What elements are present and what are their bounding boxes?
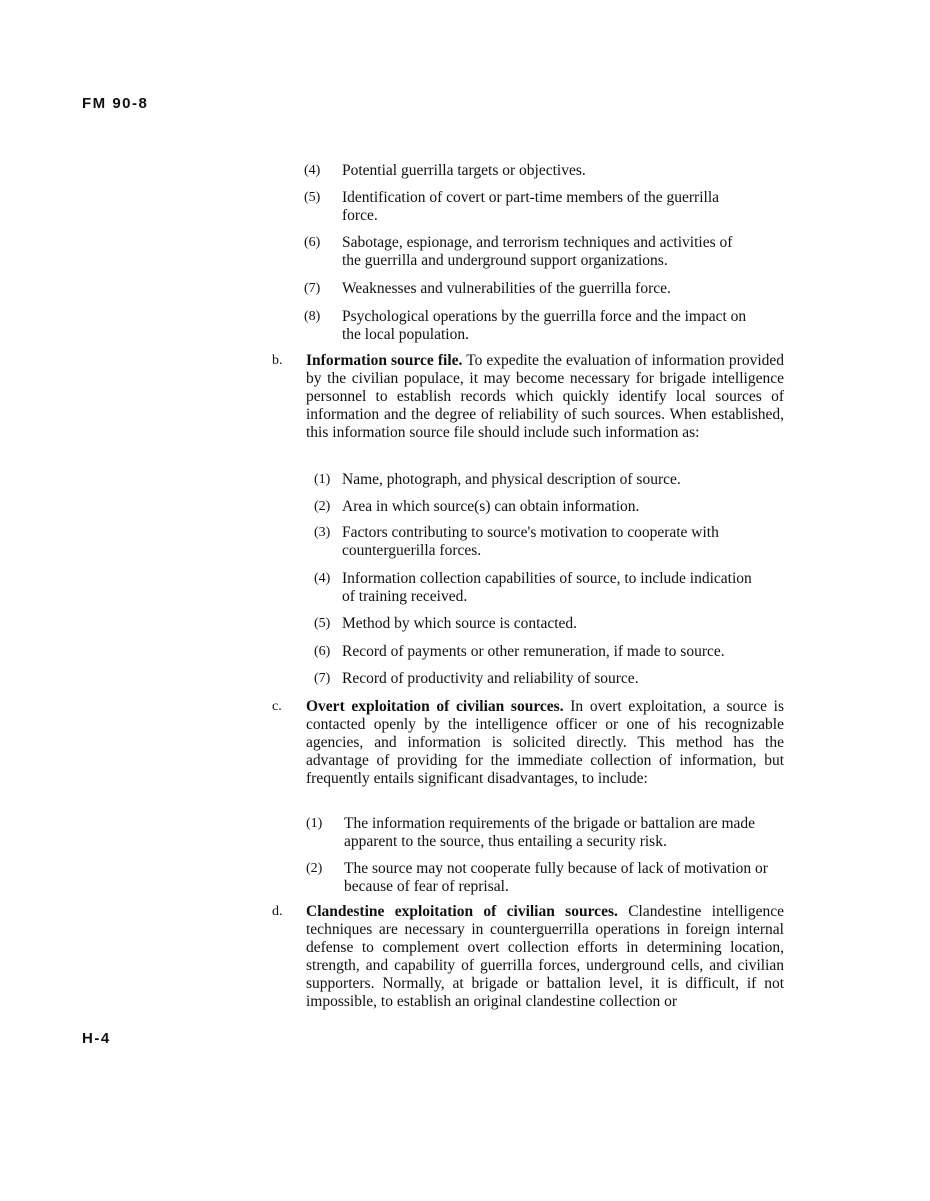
item-number: (4): [304, 163, 321, 178]
item-text: Factors contributing to source's motivation to cooperate with counterguerilla forces.: [342, 524, 719, 559]
list-item: [304, 162, 749, 180]
item-text: Psychological operations by the guerrilla force and the impact on the local population.: [342, 308, 747, 343]
item-text: Information collection capabilities of source, to include indication of training received.: [342, 570, 752, 605]
item-number: (5): [304, 190, 321, 205]
list-item: [304, 189, 749, 225]
paragraph-title: Clandestine exploitation of civilian sources.: [306, 903, 618, 920]
item-number: (2): [314, 499, 331, 514]
item-number: (1): [314, 472, 331, 487]
item-text: Sabotage, espionage, and terrorism techniques and activities of the guerrilla and underground support organizations.: [342, 234, 733, 269]
item-number: (5): [314, 616, 331, 631]
item-number: (6): [314, 644, 331, 659]
list-item: [306, 815, 784, 851]
item-number: (3): [314, 525, 331, 540]
list-item: [306, 860, 784, 896]
paragraph-letter: d.: [272, 904, 283, 919]
paragraph-d: [272, 903, 784, 1011]
item-text: Record of productivity and reliability of source.: [342, 670, 639, 687]
item-number: (7): [304, 281, 321, 296]
item-text: Weaknesses and vulnerabilities of the guerrilla force.: [342, 280, 671, 297]
list-item: [314, 524, 759, 560]
paragraph-body: To expedite the evaluation of information provided by the civilian populace, it may become necessary for brigade intelligence personnel to establish records which quickly identify local sources of information and the degree of reliability of such sources. When established, this information source file should include such information as:: [306, 352, 785, 441]
paragraph-title: Information source file.: [306, 352, 463, 369]
item-text: Record of payments or other remuneration, if made to source.: [342, 643, 725, 660]
paragraph-body: In overt exploitation, a source is contacted openly by the intelligence officer or one of his recognizable agencies, and information is solicited directly. This method has the advantage of providing for the immediate collection of information, but frequently entails significant disadvantages, to include:: [306, 698, 784, 787]
item-number: (4): [314, 571, 331, 586]
item-text: The information requirements of the brigade or battalion are made apparent to the source, thus entailing a security risk.: [344, 815, 756, 850]
item-number: (1): [306, 816, 323, 831]
page-number: H-4: [82, 1030, 111, 1047]
list-item: [314, 615, 759, 633]
item-number: (8): [304, 309, 321, 324]
document-id-header: FM 90-8: [82, 95, 149, 112]
list-item: [314, 643, 759, 661]
item-number: (2): [306, 861, 323, 876]
list-item: [304, 308, 749, 344]
list-item: [314, 498, 759, 516]
item-text: The source may not cooperate fully because of lack of motivation or because of fear of reprisal.: [344, 860, 768, 895]
item-number: (6): [304, 235, 321, 250]
paragraph-b: [272, 352, 784, 442]
paragraph-letter: c.: [272, 699, 282, 714]
item-text: Potential guerrilla targets or objectives.: [342, 162, 586, 179]
list-item: [314, 570, 759, 606]
paragraph-letter: b.: [272, 353, 283, 368]
paragraph-body: Clandestine intelligence techniques are necessary in counterguerrilla operations in foreign internal defense to complement overt collection efforts in determining location, strength, and capability of guerrilla forces, underground cells, and civilian supporters. Normally, at brigade or battalion level, it is difficult, if not impossible, to establish an original clandestine collection or: [306, 903, 784, 1010]
paragraph-c: [272, 698, 784, 788]
list-item: [304, 234, 749, 270]
item-number: (7): [314, 671, 331, 686]
list-item: [314, 471, 759, 489]
item-text: Identification of covert or part-time members of the guerrilla force.: [342, 189, 720, 224]
list-item: [314, 670, 759, 688]
item-text: Method by which source is contacted.: [342, 615, 578, 632]
list-item: [304, 280, 749, 298]
item-text: Name, photograph, and physical description of source.: [342, 471, 681, 488]
paragraph-title: Overt exploitation of civilian sources.: [306, 698, 564, 715]
item-text: Area in which source(s) can obtain information.: [342, 498, 640, 515]
